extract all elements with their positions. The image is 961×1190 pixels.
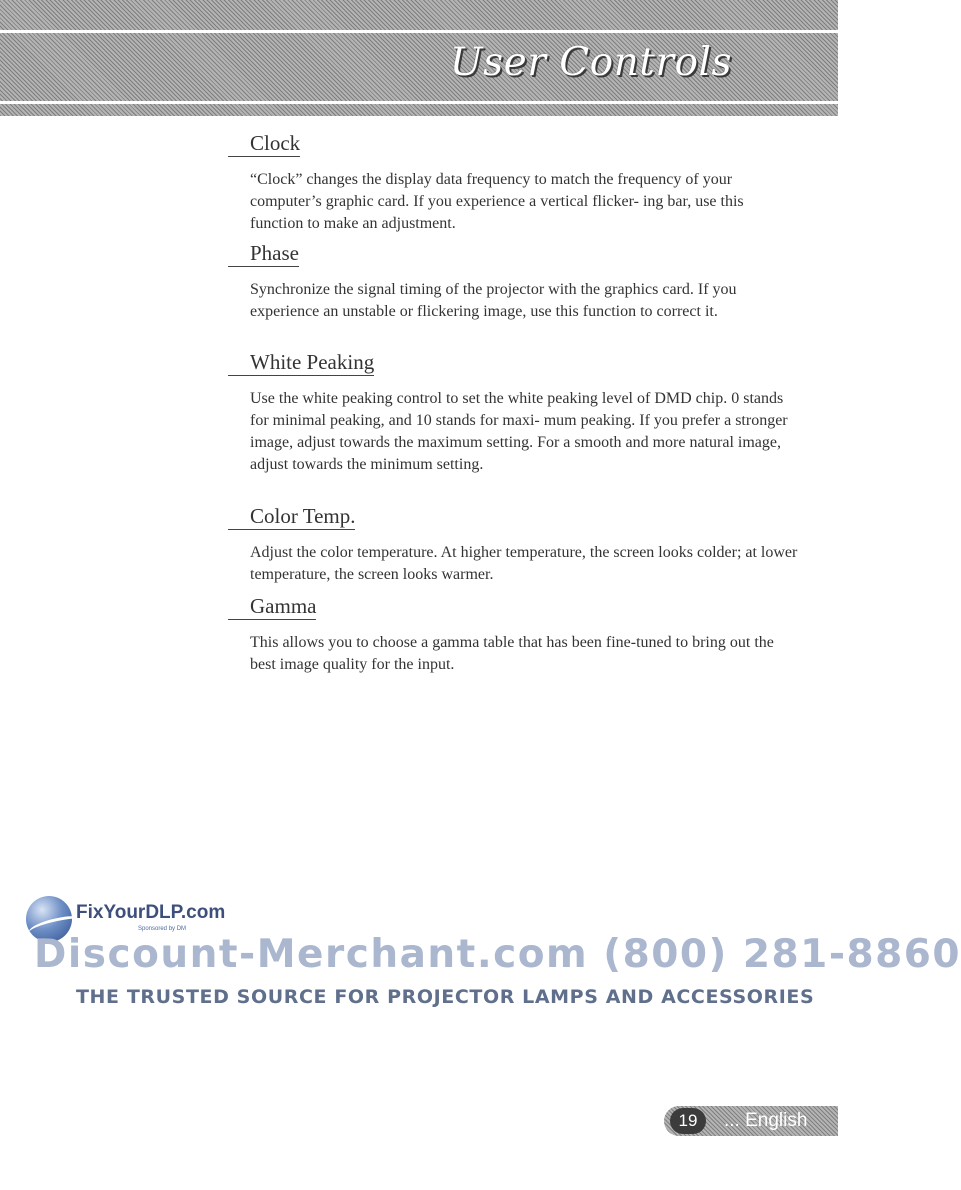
logo-sponsor: Sponsored by DM (138, 926, 187, 932)
section-body: Adjust the color temperature. At higher temperature, the screen looks colder; at lower temperature, the screen looks warmer. (250, 544, 798, 583)
logo-text: FixYourDLP.com (76, 902, 226, 923)
page-title: User Controls (449, 40, 732, 85)
section-heading: White Peaking (228, 349, 374, 376)
section-body: “Clock” changes the display data frequency to match the frequency of your computer’s graphic card. If you experience a vertical flicker- ing bar, use this function to make an adjustment. (250, 171, 744, 232)
section-body: This allows you to choose a gamma table that has been fine-tuned to bring out the best image quality for the input. (250, 634, 774, 673)
section-heading: Clock (228, 130, 300, 157)
section-phase (228, 240, 798, 323)
page-number: 19 (670, 1108, 706, 1134)
merchant-tagline: THE TRUSTED SOURCE FOR PROJECTOR LAMPS AND ACCESSORIES (76, 986, 815, 1008)
section-heading: Color Temp. (228, 503, 355, 530)
merchant-watermark: Discount-Merchant.com (800) 281-8860 (34, 932, 961, 977)
section-white-peaking (228, 349, 798, 476)
section-heading: Gamma (228, 593, 316, 620)
section-clock (228, 130, 798, 235)
header-band (0, 0, 838, 116)
section-color-temp (228, 503, 798, 586)
section-body: Synchronize the signal timing of the projector with the graphics card. If you experience an unstable or flickering image, use this function to correct it. (250, 281, 737, 320)
section-heading: Phase (228, 240, 299, 267)
page-tab (664, 1106, 838, 1136)
page-language: ... English (724, 1110, 808, 1131)
section-body: Use the white peaking control to set the white peaking level of DMD chip. 0 stands for minimal peaking, and 10 stands for maxi- mum peaking. If you prefer a stronger image, adjust towards the maximum setting. For a smooth and more natural image, adjust towards the minimum setting. (250, 390, 788, 473)
section-gamma (228, 593, 798, 676)
header-divider-bottom (0, 101, 838, 104)
header-divider-top (0, 30, 838, 33)
